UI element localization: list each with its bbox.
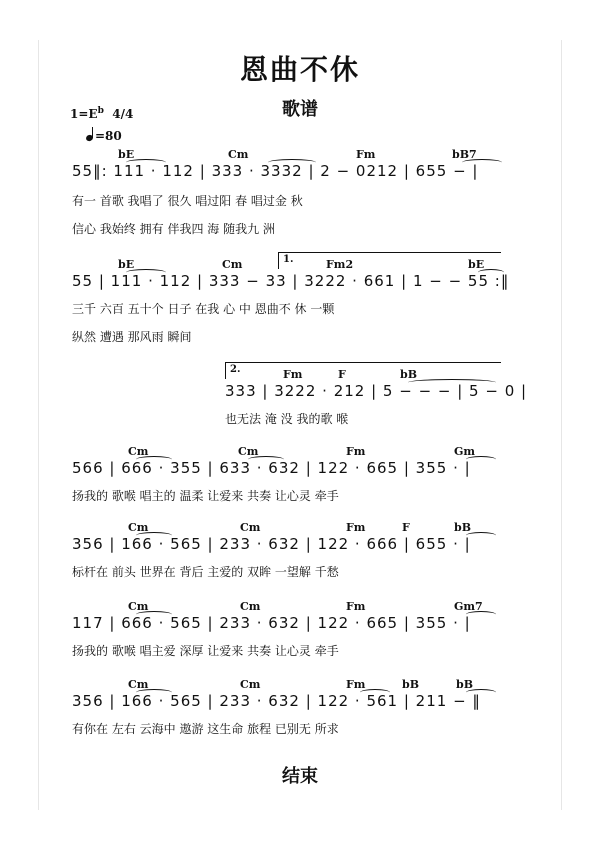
tempo-marking [86, 127, 122, 143]
chord: Fm [346, 600, 366, 613]
chord: bE [118, 148, 135, 161]
ending-label: 结束 [282, 766, 318, 787]
lyric-line: 也无法 淹 没 我的歌 喉 [225, 412, 349, 426]
chord: Cm [240, 678, 261, 691]
chord: Cm [128, 678, 149, 691]
chord: Fm [283, 368, 303, 381]
chord: bB [456, 678, 473, 691]
melody-line: 356 | 166 · 565 | 233 · 632 | 122 · 561 | 211 − ‖ [72, 692, 481, 710]
lyric-line: 三千 六百 五十个 日子 在我 心 中 恩曲不 休 一颗 [72, 302, 335, 316]
chord: Cm [222, 258, 243, 271]
chord: Cm [128, 445, 149, 458]
song-subtitle: 歌谱 [282, 99, 318, 120]
melody-line: 566 | 666 · 355 | 633 · 632 | 122 · 665 | 355 · | [72, 459, 471, 477]
melody-line: 117 | 666 · 565 | 233 · 632 | 122 · 665 | 355 · | [72, 614, 471, 632]
chord: bB [400, 368, 417, 381]
chord: Gm [454, 445, 476, 458]
volta-number: 2. [230, 364, 241, 375]
chord: bB [454, 521, 471, 534]
chord: Cm [128, 600, 149, 613]
lyric-line: 标杆在 前头 世界在 背后 主爱的 双眸 一望解 千愁 [72, 565, 339, 579]
lyric-line: 纵然 遭遇 那风雨 瞬间 [72, 330, 192, 344]
melody-line: 356 | 166 · 565 | 233 · 632 | 122 · 666 | 655 · | [72, 535, 471, 553]
chord: Cm [228, 148, 249, 161]
lyric-line: 扬我的 歌喉 唱主的 温柔 让爱来 共奏 让心灵 牵手 [72, 489, 339, 503]
chord: Gm7 [454, 600, 483, 613]
key-prefix: 1=E [70, 107, 98, 121]
page-edge-left [38, 40, 39, 810]
chord: bE [468, 258, 485, 271]
melody-line: 55‖: 111 · 112 | 333 · 3332 | 2 − 0212 | 655 − | [72, 162, 479, 180]
volta-number: 1. [283, 254, 294, 265]
chord: Cm [238, 445, 259, 458]
time-signature: 4/4 [112, 107, 134, 121]
chord: Fm [346, 445, 366, 458]
melody-line: 333 | 3222 · 212 | 5 − − − | 5 − 0 | [225, 382, 528, 400]
key-signature [70, 106, 133, 121]
lyric-line: 有你在 左右 云海中 遨游 这生命 旅程 已别无 所求 [72, 722, 339, 736]
chord: bE [118, 258, 135, 271]
chord: Fm [346, 521, 366, 534]
chord: Fm [356, 148, 376, 161]
chord: bB7 [452, 148, 477, 161]
melody-line: 55 | 111 · 112 | 333 − 33 | 3222 · 661 | 1 − − 55 :‖ [72, 272, 510, 290]
lyric-line: 扬我的 歌喉 唱主爱 深厚 让爱来 共奏 让心灵 牵手 [72, 644, 339, 658]
chord: Fm2 [326, 258, 354, 271]
quarter-note-icon [85, 134, 94, 142]
key-accidental: b [97, 106, 104, 116]
chord: F [338, 368, 346, 381]
song-title: 恩曲不休 [239, 53, 360, 86]
chord: F [402, 521, 410, 534]
chord: Fm [346, 678, 366, 691]
chord: bB [402, 678, 419, 691]
volta-bracket [225, 362, 501, 379]
tempo-value: =80 [95, 129, 122, 143]
chord: Cm [240, 600, 261, 613]
page-edge-right [561, 40, 562, 810]
lyric-line: 信心 我始终 拥有 伴我四 海 随我九 洲 [72, 222, 275, 236]
chord: Cm [128, 521, 149, 534]
chord: Cm [240, 521, 261, 534]
lyric-line: 有一 首歌 我唱了 很久 唱过阳 春 唱过金 秋 [72, 194, 303, 208]
